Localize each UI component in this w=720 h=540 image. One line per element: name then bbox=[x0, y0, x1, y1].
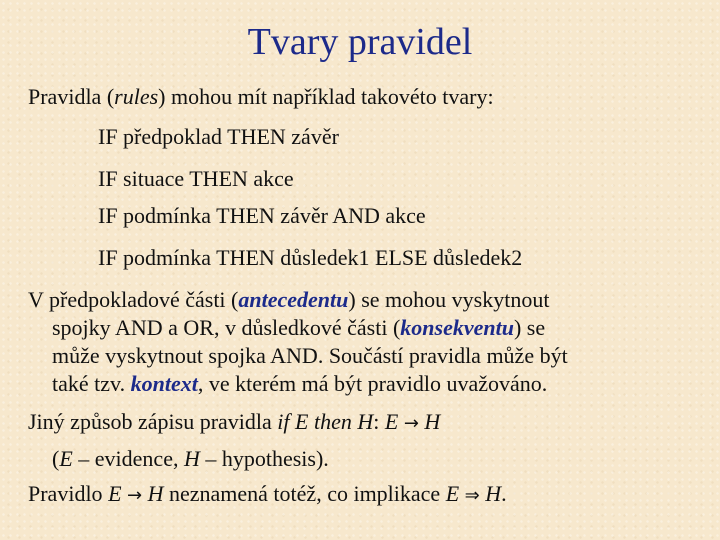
term-context: kontext bbox=[130, 371, 198, 396]
para1-text-f: také tzv. bbox=[52, 371, 131, 396]
para1-line4 bbox=[52, 371, 547, 397]
para2-line2 bbox=[52, 446, 329, 472]
rule-1: IF předpoklad THEN závěr bbox=[98, 124, 339, 149]
para2-text-b: : bbox=[373, 409, 385, 434]
var-h: H bbox=[183, 446, 200, 471]
var-e: E bbox=[445, 481, 460, 506]
term-antecedent: antecedentu bbox=[238, 287, 349, 312]
para1-text-a: V předpokladové části ( bbox=[28, 287, 239, 312]
var-h: H bbox=[485, 481, 502, 506]
rule-4: IF podmínka THEN důsledek1 ELSE důsledek2 bbox=[98, 245, 523, 270]
double-right-arrow-icon: ⇒ bbox=[464, 485, 480, 506]
right-arrow-icon: → bbox=[127, 485, 143, 506]
para1-text-b: ) se mohou vyskytnout bbox=[348, 287, 550, 312]
para1-line1 bbox=[28, 287, 549, 313]
rule-3: IF podmínka THEN závěr AND akce bbox=[98, 203, 426, 228]
rule-2: IF situace THEN akce bbox=[98, 166, 294, 191]
para1-line3: může vyskytnout spojka AND. Součástí pravidla může být bbox=[52, 343, 568, 368]
para2-line3 bbox=[28, 481, 507, 509]
para2-text-a: Jiný způsob zápisu pravidla bbox=[28, 409, 278, 434]
para2-text-j: . bbox=[501, 481, 507, 506]
var-e: E bbox=[108, 481, 122, 506]
para2-line1 bbox=[28, 409, 440, 437]
var-e: E bbox=[384, 409, 399, 434]
para2-text-g: Pravidlo bbox=[28, 481, 109, 506]
var-h: H bbox=[424, 409, 441, 434]
intro-em: rules bbox=[114, 84, 159, 109]
para2-text-d: – evidence, bbox=[72, 446, 184, 471]
para2-text-f: – hypothesis). bbox=[199, 446, 329, 471]
para1-line2 bbox=[52, 315, 545, 341]
para2-if-then: if E then H bbox=[277, 409, 374, 434]
para1-text-g: , ve kterém má být pravidlo uvažováno. bbox=[197, 371, 548, 396]
para1-text-c: spojky AND a OR, v důsledkové části ( bbox=[52, 315, 401, 340]
intro-post: ) mohou mít například takovéto tvary: bbox=[158, 84, 494, 109]
slide-title: Tvary pravidel bbox=[247, 21, 473, 63]
para2-text-i: neznamená totéž, co implikace bbox=[163, 481, 446, 506]
intro-line bbox=[28, 84, 494, 110]
var-h: H bbox=[147, 481, 164, 506]
term-consequent: konsekventu bbox=[400, 315, 514, 340]
intro-pre: Pravidla ( bbox=[28, 84, 115, 109]
var-e: E bbox=[59, 446, 73, 471]
para2-text-c: ( bbox=[52, 446, 60, 471]
para1-text-d: ) se bbox=[513, 315, 546, 340]
right-arrow-icon: → bbox=[403, 413, 419, 434]
